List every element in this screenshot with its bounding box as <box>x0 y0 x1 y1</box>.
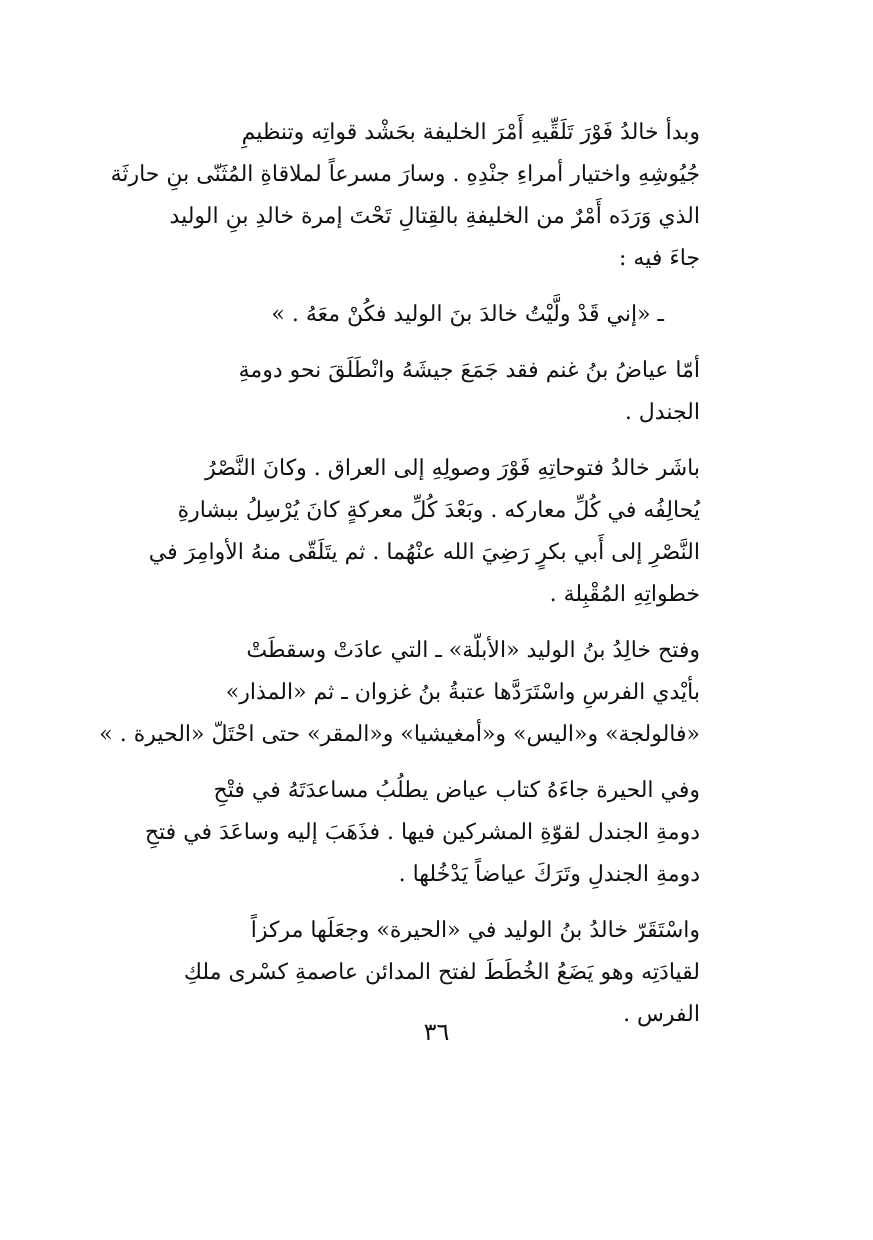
text-line: الفرس . <box>623 1002 700 1027</box>
text-line: «فالولجة» و«اليس» و«أمغيشيا» و«المقر» حتى احْتَلّ «الحيرة . » <box>99 722 700 747</box>
text-line: وفي الحيرة جاءَهُ كتاب عياض يطلُبُ مساعدَتَهُ في فتْحِ <box>213 778 700 803</box>
paragraph-5 <box>99 630 700 756</box>
body-text <box>99 112 700 1050</box>
text-line: بأيْدي الفرسِ واسْتَرَدَّها عتبةُ بنُ غزوان ـ ثم «المذار» <box>225 680 700 705</box>
paragraph-3 <box>180 350 700 434</box>
text-line: جاءَ فيه : <box>619 246 700 271</box>
text-line: الجندل . <box>624 400 700 425</box>
text-line: جُيُوشِهِ واختيار أمراءِ جنْدِهِ . وسارَ مسرعاً لملاقاةِ المُثَنّى بنِ حارثَة <box>110 162 700 187</box>
text-line: خطواتِهِ المُقْبِلة . <box>549 582 700 607</box>
text-line: لقيادَتِه وهو يَضَعُ الخُطَطَ لفتح المدائن عاصمةِ كسْرى ملكِ <box>183 960 700 985</box>
text-line: واسْتَقَرّ خالدُ بنُ الوليد في «الحيرة» وجعَلَها مركزاً <box>250 918 700 943</box>
paragraph-4 <box>148 448 700 616</box>
text-line: باشَر خالدُ فتوحاتِهِ فَوْرَ وصولِهِ إلى العراق . وكانَ النَّصْرُ <box>205 456 700 481</box>
page-number: ٣٦ <box>423 1018 450 1046</box>
text-line: الذي وَرَدَه أَمْرٌ من الخليفةِ بالقِتالِ تَحْتَ إمرة خالدِ بنِ الوليد <box>169 204 700 229</box>
paragraph-1 <box>110 112 700 280</box>
text-line: أمّا عياضُ بنُ غنم فقد جَمَعَ جيشَهُ وانْطَلَقَ نحو دومةِ <box>238 358 700 383</box>
text-line: دومةِ الجندل لقوّةِ المشركين فيها . فذَهَبَ إليه وساعَدَ في فتحِ <box>144 820 700 845</box>
text-line: وفتح خالِدُ بنُ الوليد «الأبلّة» ـ التي عادَتْ وسقطَتْ <box>246 638 700 663</box>
quote-paragraph <box>180 294 700 336</box>
text-line: النَّصْرِ إلى أَبي بكرٍ رَضِيَ الله عنْهُما . ثم يتَلَقّى منهُ الأوامِرَ في <box>148 540 700 565</box>
text-line: دومةِ الجندلِ وتَرَكَ عياضاً يَدْخُلها . <box>398 862 700 887</box>
text-line: وبدأ خالدُ فَوْرَ تَلَقِّيهِ أَمْرَ الخليفة بحَشْد قواتِه وتنظيمِ <box>241 120 700 145</box>
text-line: ـ «إني قَدْ ولَّيْتُ خالدَ بنَ الوليد فكُنْ معَهُ . » <box>271 302 664 327</box>
paragraph-6 <box>144 770 700 896</box>
text-line: يُحالِفُه في كُلِّ معاركه . وبَعْدَ كُلِّ معركةٍ كانَ يُرْسِلُ ببشارةِ <box>177 498 700 523</box>
